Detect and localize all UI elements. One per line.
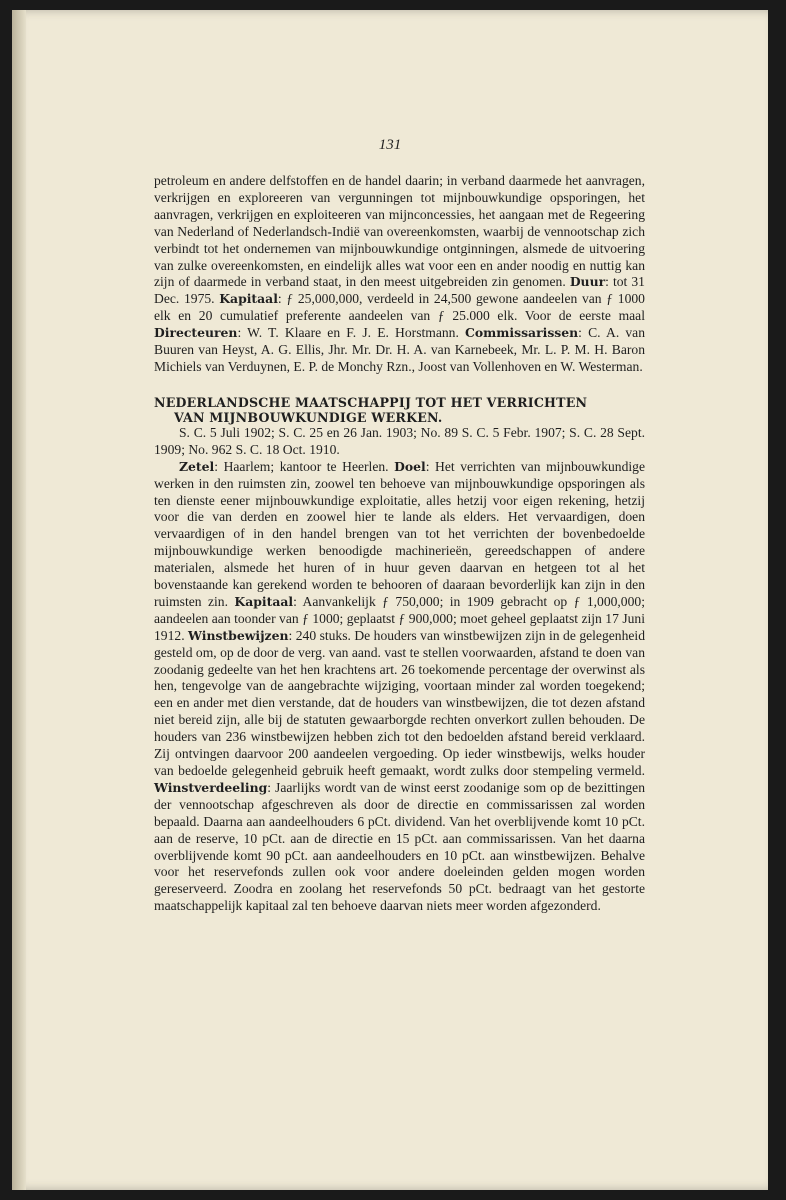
winstverdeeling-label: Winstverdeeling [154,779,268,795]
paragraph-text: petroleum en andere delfstoffen en de handel daarin; in verband daarmede het aanvragen, verkrijgen en exploreeren van vergunningen tot mijnbouwkundige opsporingen, het aanvragen, verkrijgen en exploiteeren van mijnconcessies, het aangaan met de Regeering van Nederland of Nederlandsch-Indië van overeenkomsten, waarbij de vennootschap zich verbindt tot het ondernemen van mijnbouwkundige ontginningen, alsmede de uitvoering van zulke overeenkomsten, en eindelijk alles wat voor een en ander noodig en nuttig kan zijn of daarmede in verband staat, in den meest uitgebreiden zin genomen. [154,173,645,290]
paragraph-continued [154,173,645,376]
duur-label: Duur [569,274,606,290]
page-number: 131 [378,137,402,153]
kapitaal-text: : ƒ 25,000,000, verdeeld in 24,500 gewone aandeelen van ƒ 1000 elk en 20 cumulatief preferente aandeelen van ƒ 25.000 elk. Voor de eerste maal [154,291,645,324]
kapitaal-label: Kapitaal [219,291,278,307]
doel-label: Doel [394,458,426,474]
book-spine-shadow [12,10,26,1190]
winstbewijzen-label: Winstbewijzen [188,627,289,643]
section-heading [154,395,645,425]
winstverdeeling-text: : Jaarlijks wordt van de winst eerst zoodanige som op de bezittingen der vennootschap afgeschreven als door de directie en commissarissen zal worden bepaald. Daarna aan aandeelhouders 6 pCt. dividend. Van het overblijvende komt 10 pCt. aan de reserve, 10 pCt. aan de directie en 15 pCt. aan commissarissen. Van het daarna overblijvende komt 90 pCt. aan aandeelhouders en 10 pCt. aan winstbewijzen. Behalve voor het reservefonds zullen ook voor andere doeleinden gelden mogen worden gereserveerd. Zoodra en zoolang het reservefonds 50 pCt. bedraagt van het gestorte maatschappelijk kapitaal zal ten behoeve daarvan niets meer worden afgezonderd. [154,779,645,914]
duur-text: : tot 31 Dec. 1975. [154,274,645,307]
kapitaal-label-2: Kapitaal [234,593,294,609]
zetel-label: Zetel [179,458,215,474]
book-page [12,10,768,1190]
page-body [154,173,645,915]
kapitaal-text-2: : Aanvankelijk ƒ 750,000; in 1909 gebracht op ƒ 1,000,000; aandeelen aan toonder van ƒ 1000; geplaatst ƒ 900,000; moet geheel geplaatst zijn 17 Juni 1912. [154,593,645,643]
statutes-paragraph: S. C. 5 Juli 1902; S. C. 25 en 26 Jan. 1903; No. 89 S. C. 5 Febr. 1907; S. C. 28 Sept. 1909; No. 962 S. C. 18 Oct. 1910. [154,424,645,457]
heading-line-1: NEDERLANDSCHE MAATSCHAPPIJ TOT HET VERRICHTEN [154,394,588,410]
directeuren-text: : W. T. Klaare en F. J. E. Horstmann. [237,325,459,341]
commissarissen-label: Commissarissen [465,325,579,341]
directeuren-label: Directeuren [154,325,238,341]
main-paragraph [154,459,645,915]
doel-text: : Het verrichten van mijnbouwkundige werken in den ruimsten zin, zoowel ten behoeve van mijnbouwkundige opsporingen als ten dienste eener mijnbouwkundige exploitatie, alles hetzij voor eigen rekening, hetzij voor die van derden en zoowel hier te lande als elders. Het vervaardigen, doen vervaardigen of in den handel brengen van tot het verrichten der bovenbedoelde mijnbouwkundige werken benoodigde machinerieën, gereedschappen of andere materialen, alsmede het huren of in huur geven daarvan en hetgeen tot al het bovenstaande kan gerekend worden te behooren of daaraan bevorderlijk kan zijn in den ruimsten zin. [154,458,645,609]
winstbewijzen-text: : 240 stuks. De houders van winstbewijzen zijn in de gelegenheid gesteld om, op de door de verg. van aand. vast te stellen voorwaarden, afstand te doen van zoodanig gedeelte van het hen krachtens art. 26 toekomende percentage der overwinst als hen, tengevolge van de aangebrachte wijziging, voortaan minder zal worden toegekend; een en ander met dien verstande, dat de houders van winstbewijzen, die tot dezen afstand niet bereid zijn, alle bij de statuten gewaarborgde rechten onverkort zullen behouden. De houders van 236 winstbewijzen hebben zich tot den bedoelden afstand bereid verklaard. Zij ontvingen daarvoor 200 aandeelen vergoeding. Op ieder winstbewijs, welks houder van bedoelde gelegenheid gebruik heeft gemaakt, wordt zulks door stempeling vermeld. [154,627,645,778]
commissarissen-text: : C. A. van Buuren van Heyst, A. G. Ellis, Jhr. Mr. Dr. H. A. van Karnebeek, Mr. L. P. M. H. Baron Michiels van Verduynen, E. P. de Monchy Rzn., Joost van Vollenhoven en W. Westerman. [154,325,646,374]
heading-line-2: VAN MIJNBOUWKUNDIGE WERKEN. [174,409,443,425]
zetel-text: : Haarlem; kantoor te Heerlen. [214,458,389,474]
